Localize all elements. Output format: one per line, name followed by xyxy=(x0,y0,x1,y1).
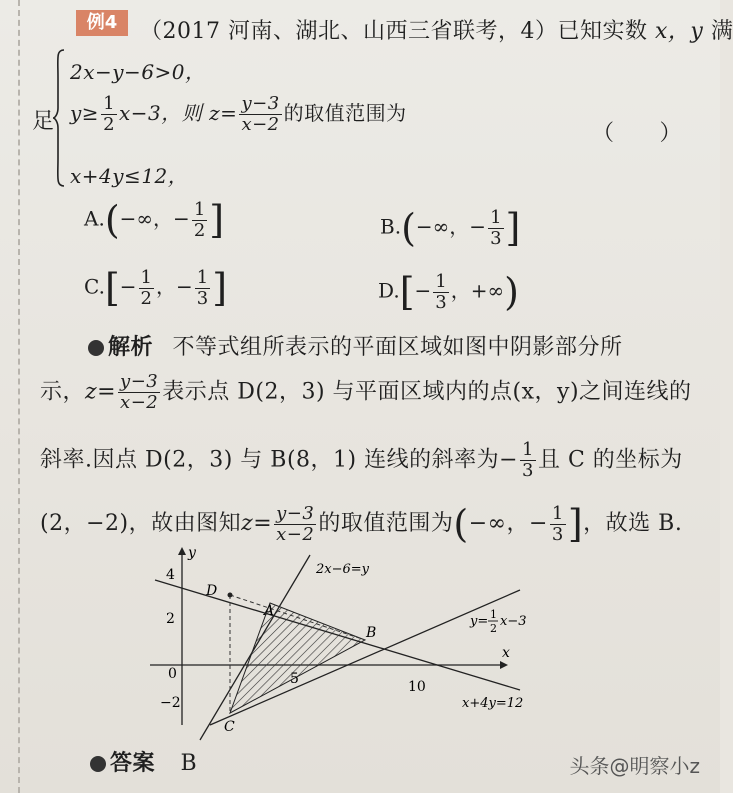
analysis-line4-rden: 3 xyxy=(551,523,564,545)
option-b[interactable]: B.(−∞，− $\frac{1}{3}$ ] xyxy=(380,206,521,250)
option-a-left: −∞，− xyxy=(119,206,190,231)
option-d[interactable]: D.[− $\frac{1}{3}$ ，+∞) xyxy=(378,270,519,314)
origin-label: 0 xyxy=(168,666,177,682)
x-axis-label: x xyxy=(502,645,510,661)
point-d-label: D xyxy=(206,583,218,599)
analysis-line3-frac xyxy=(520,440,536,481)
answer-line xyxy=(90,746,197,777)
zu-char: 足 xyxy=(32,109,55,134)
analysis-line3-den: 3 xyxy=(522,460,534,481)
analysis-marker-icon xyxy=(88,340,104,356)
cond2-part-a: y≥ xyxy=(70,101,100,125)
analysis-line4-a: (2，−2)，故由图知 xyxy=(40,511,242,536)
analysis-line2-b: 表示点 D(2，3) 与平面区域内的点(x，y)之间连线的 xyxy=(162,379,692,405)
point-c-label: C xyxy=(224,719,235,735)
cond2-frac-num: 1 xyxy=(103,93,116,114)
point-b-label: B xyxy=(366,625,377,641)
problem-vars: x，y xyxy=(654,19,704,44)
problem-source-text: （2017 河南、湖北、山西三省联考，4）已知实数 xyxy=(140,19,648,44)
analysis-line3-a: 斜率.因点 D(2，3) 与 B(8，1) 连线的斜率为− xyxy=(40,447,519,473)
tick-y-neg2: −2 xyxy=(160,695,181,711)
option-c-frac2 xyxy=(195,268,210,309)
option-a-frac xyxy=(192,200,207,241)
point-a-label: A xyxy=(264,603,275,619)
analysis-line-3 xyxy=(40,440,683,481)
option-c-den2: 3 xyxy=(196,287,209,309)
analysis-line4-c: ，故选 B. xyxy=(583,511,683,536)
analysis-line-1 xyxy=(88,330,623,361)
analysis-line2-num: y−3 xyxy=(120,371,159,392)
analysis-line-2 xyxy=(40,372,692,413)
analysis-line4-range: −∞，− xyxy=(468,511,548,536)
option-c-mid: ，− xyxy=(156,274,193,299)
analysis-line4-frac xyxy=(274,504,316,545)
option-b-num: 1 xyxy=(490,206,502,228)
cond2-part-b: x−3，则 xyxy=(119,101,203,125)
analysis-line3-b: 且 C 的坐标为 xyxy=(537,447,683,473)
tick-x-10: 10 xyxy=(408,679,426,695)
point-d-dot xyxy=(228,593,233,598)
analysis-text-1: 不等式组所表示的平面区域如图中阴影部分所 xyxy=(172,335,623,360)
condition-1: 2x−y−6>0， xyxy=(70,60,206,84)
option-c-num1: 1 xyxy=(140,266,152,288)
condition-2 xyxy=(70,94,407,135)
problem-source xyxy=(140,14,733,45)
option-b-label: B. xyxy=(380,214,402,239)
analysis-line2-den: x−2 xyxy=(120,392,159,413)
line2-label-b: x−3 xyxy=(500,614,527,629)
option-a-label: A. xyxy=(84,206,105,231)
option-d-right: ，+∞ xyxy=(450,278,505,303)
analysis-line4-den: x−2 xyxy=(276,523,315,545)
option-c-num2: 1 xyxy=(196,266,209,288)
example-tag: 例4 xyxy=(76,10,128,36)
problem-satisfy: 满 xyxy=(710,19,733,44)
option-d-label: D. xyxy=(378,278,400,303)
option-a-den: 2 xyxy=(193,219,206,241)
range-text: 的取值范围为 xyxy=(283,101,407,125)
watermark: 头条@明察小z xyxy=(569,754,700,778)
analysis-line4-rnum: 1 xyxy=(551,502,564,524)
line2-den: 2 xyxy=(490,622,497,635)
option-d-num: 1 xyxy=(435,270,447,292)
margin-divider xyxy=(18,0,20,793)
z-fraction xyxy=(239,94,281,135)
answer-marker-icon xyxy=(90,756,106,772)
option-d-den: 3 xyxy=(435,291,447,313)
option-c-frac1 xyxy=(139,268,154,309)
tick-x-5: 5 xyxy=(290,671,299,687)
condition-3: x+4y≤12， xyxy=(70,164,189,188)
line2-label-a: y= xyxy=(470,614,489,629)
x-axis-arrow-icon xyxy=(500,661,508,669)
option-a[interactable]: A.(−∞，− $\frac{1}{2}$ ] xyxy=(84,198,225,242)
y-axis-arrow-icon xyxy=(178,547,186,555)
analysis-line4-rfrac xyxy=(550,504,566,545)
line1-label: 2x−6=y xyxy=(316,562,370,577)
option-c-label: C. xyxy=(84,274,105,299)
analysis-line2-frac xyxy=(118,372,160,413)
analysis-line3-num: 1 xyxy=(522,439,534,460)
analysis-line2-z: z= xyxy=(85,379,117,405)
option-c-left: − xyxy=(119,274,137,299)
tick-y-4: 4 xyxy=(166,567,175,583)
option-c-den1: 2 xyxy=(140,287,152,309)
analysis-line-4: (2，−2)，故由图知z= $\frac{y-3}{x-2}$ 的取值范围为(−∞，− $\frac{1}{3}$ ]，故选 B. xyxy=(40,502,683,546)
cond2-frac-den: 2 xyxy=(103,114,116,135)
option-d-frac xyxy=(433,272,448,313)
answer-value: B xyxy=(180,751,198,776)
tick-y-2: 2 xyxy=(166,611,175,627)
cond2-fraction xyxy=(101,94,117,135)
z-num: y−3 xyxy=(241,93,280,114)
shaded-region xyxy=(230,603,365,713)
z-den: x−2 xyxy=(241,114,280,135)
answer-paren: （ ） xyxy=(592,121,683,146)
line2-num: 1 xyxy=(490,608,497,621)
option-d-left: − xyxy=(414,278,432,303)
analysis-heading: 解析 xyxy=(108,335,154,360)
z-eq: z= xyxy=(209,101,238,125)
analysis-line4-b: 的取值范围为 xyxy=(318,511,454,536)
feasible-region-graph xyxy=(140,545,560,745)
y-axis-label: y xyxy=(188,545,196,561)
option-c[interactable]: C.[− $\frac{1}{2}$ ，− $\frac{1}{3}$ ] xyxy=(84,266,228,310)
option-b-den: 3 xyxy=(490,227,502,249)
option-b-frac xyxy=(488,208,503,249)
analysis-line4-num: y−3 xyxy=(276,502,315,524)
answer-heading: 答案 xyxy=(110,751,156,776)
option-b-left: −∞，− xyxy=(415,214,487,239)
line2-label xyxy=(469,614,488,629)
option-a-num: 1 xyxy=(193,198,206,220)
line3-label: x+4y=12 xyxy=(462,696,524,711)
analysis-line2-a: 示， xyxy=(40,379,86,405)
analysis-line4-z: z= xyxy=(241,511,273,536)
